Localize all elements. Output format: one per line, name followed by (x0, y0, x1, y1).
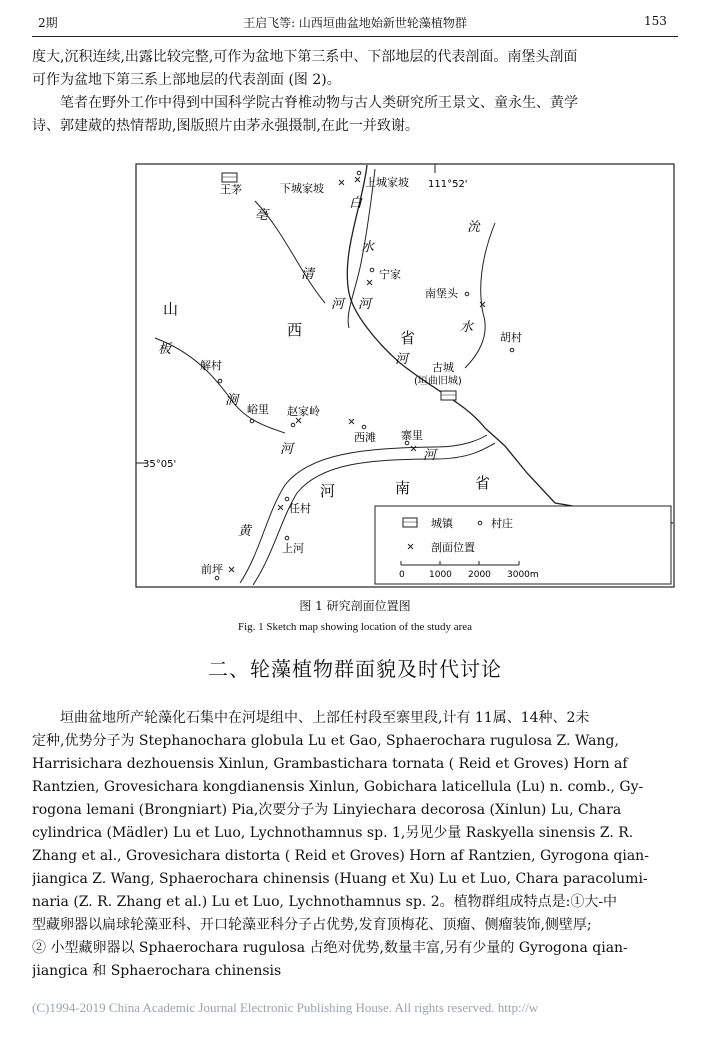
label-zhaili: 寨里 (401, 429, 423, 442)
text-line: ② 小型藏卵器以 Sphaerochara rugulosa 占绝对优势,数量丰富,另有少量的 Gyrogona qian- (32, 940, 628, 956)
footer-watermark: (C)1994-2019 China Academic Journal Electronic Publishing House. All rights reserved. http://w (32, 1000, 539, 1015)
text-line: naria (Z. R. Zhang et al.) Lu et Luo, Lychnothamnus sp. 2。植物群组成特点是:①大-中 (32, 894, 618, 910)
running-title: 王启飞等: 山西垣曲盆地始新世轮藻植物群 (243, 16, 467, 30)
gucheng-town-symbol (441, 391, 456, 400)
river-char-qing: 清 (301, 267, 315, 282)
text-line: 度大,沉积连续,出露比较完整,可作为盆地下第三系中、下部地层的代表剖面。南堡头剖面 (32, 49, 578, 65)
section-heading: 二、轮藻植物群面貌及时代讨论 (208, 657, 502, 681)
header-rule (32, 36, 678, 37)
river-char-he3: 河 (395, 352, 409, 367)
text-line: Zhang et al., Grovesichara distorta ( Reid et Groves) Horn af Rantzien, Gyrogona qian- (32, 848, 649, 864)
river-char-hao: 亳 (255, 208, 269, 223)
text-line: 垣曲盆地所产轮藻化石集中在河堤组中、上部任村段至寨里段,计有 11属、14种、2未 (60, 710, 590, 726)
river-char-he4: 河 (280, 442, 294, 457)
scale-tick-0: 0 (399, 570, 405, 580)
river-char-ban: 板 (158, 342, 172, 357)
text-line: 诗、郭建葳的热情帮助,图版照片由茅永强摄制,在此一并致谢。 (32, 118, 419, 134)
river-char-shui2: 水 (460, 320, 474, 335)
label-wangmao: 王茅 (220, 183, 242, 196)
label-zhaojialing: 赵家岭 (287, 405, 320, 418)
text-line: cylindrica (Mädler) Lu et Luo, Lychnothamnus sp. 1,另见少量 Raskyella sinensis Z. R. (32, 825, 634, 841)
river-char-shui1: 水 (361, 240, 375, 255)
label-hucun: 胡村 (500, 331, 522, 344)
label-shanghe: 上河 (282, 542, 304, 555)
label-yuli: 峪里 (247, 403, 269, 416)
label-nanbaotou: 南堡头 (425, 287, 458, 300)
scale-tick-2000: 2000 (468, 570, 491, 580)
page-number: 153 (644, 14, 667, 28)
label-qianping: 前坪 (201, 563, 223, 576)
region-char-nan: 南 (395, 479, 411, 497)
wangmao-town-symbol (222, 173, 237, 182)
legend-town-label: 城镇 (431, 517, 453, 530)
scale-tick-1000: 1000 (429, 570, 452, 580)
label-gucheng: 古城 (432, 361, 454, 374)
scale-tick-3000: 3000m (507, 570, 539, 580)
region-char-sheng1: 省 (400, 329, 416, 347)
label-jiecun: 解村 (200, 359, 222, 372)
river-char-jian: 涧 (225, 393, 239, 408)
body-paragraph (32, 707, 678, 983)
label-latitude: 35°05' (143, 459, 177, 470)
legend-town-symbol (403, 518, 417, 527)
text-line: rogona lemani (Brongniart) Pia,次要分子为 Linyiechara decorosa (Xinlun) Lu, Chara (32, 802, 622, 818)
figure-caption-en: Fig. 1 Sketch map showing location of the study area (237, 621, 472, 633)
label-rencun: 任村 (289, 502, 311, 515)
river-char-huang: 黄 (238, 524, 252, 539)
intro-paragraph (32, 46, 678, 138)
text-line: 可作为盆地下第三系上部地层的代表剖面 (图 2)。 (32, 72, 341, 88)
location-map (135, 163, 675, 588)
region-char-sheng2: 省 (475, 474, 491, 492)
figure-caption-cn: 图 1 研究剖面位置图 (299, 599, 411, 613)
label-shangchengjiapo: 上城家坡 (365, 176, 409, 189)
region-char-he: 河 (320, 482, 336, 500)
label-longitude: 111°52' (428, 179, 468, 190)
label-xitan: 西滩 (354, 431, 376, 444)
text-line: jiangica Z. Wang, Sphaerochara chinensis (Huang et Xu) Lu et Luo, Chara paracolumi- (32, 871, 648, 887)
river-char-he1: 河 (331, 297, 345, 312)
text-line: Harrisichara dezhouensis Xinlun, Grambastichara tornata ( Reid et Groves) Horn af (32, 756, 628, 772)
issue-number: 2期 (38, 16, 58, 30)
label-gucheng-sub: (垣曲旧城) (414, 376, 462, 387)
river-char-yun: 沇 (467, 220, 481, 235)
text-line: 定种,优势分子为 Stephanochara globula Lu et Gao, Sphaerochara rugulosa Z. Wang, (32, 733, 619, 749)
river-char-he2: 河 (358, 297, 372, 312)
text-line: Rantzien, Grovesichara kongdianensis Xinlun, Gobichara laticellula (Lu) n. comb., Gy- (32, 779, 644, 795)
text-line: jiangica 和 Sphaerochara chinensis (32, 963, 282, 979)
region-char-xi: 西 (287, 321, 303, 339)
legend-village-label: 村庄 (491, 517, 513, 530)
label-xiachengjiapo: 下城家坡 (280, 182, 324, 195)
text-line: 笔者在野外工作中得到中国科学院古脊椎动物与古人类研究所王景文、童永生、黄学 (60, 95, 578, 111)
text-line: 型藏卵器以扁球轮藻亚科、开口轮藻亚科分子占优势,发育顶梅花、顶瘤、侧瘤装饰,侧壁厚; (32, 917, 592, 933)
river-char-bai: 白 (349, 196, 363, 211)
legend-section-label: 剖面位置 (431, 541, 475, 554)
river-char-he5: 河 (423, 448, 437, 463)
label-ningjia: 宁家 (379, 268, 401, 281)
region-char-shan: 山 (163, 300, 179, 318)
